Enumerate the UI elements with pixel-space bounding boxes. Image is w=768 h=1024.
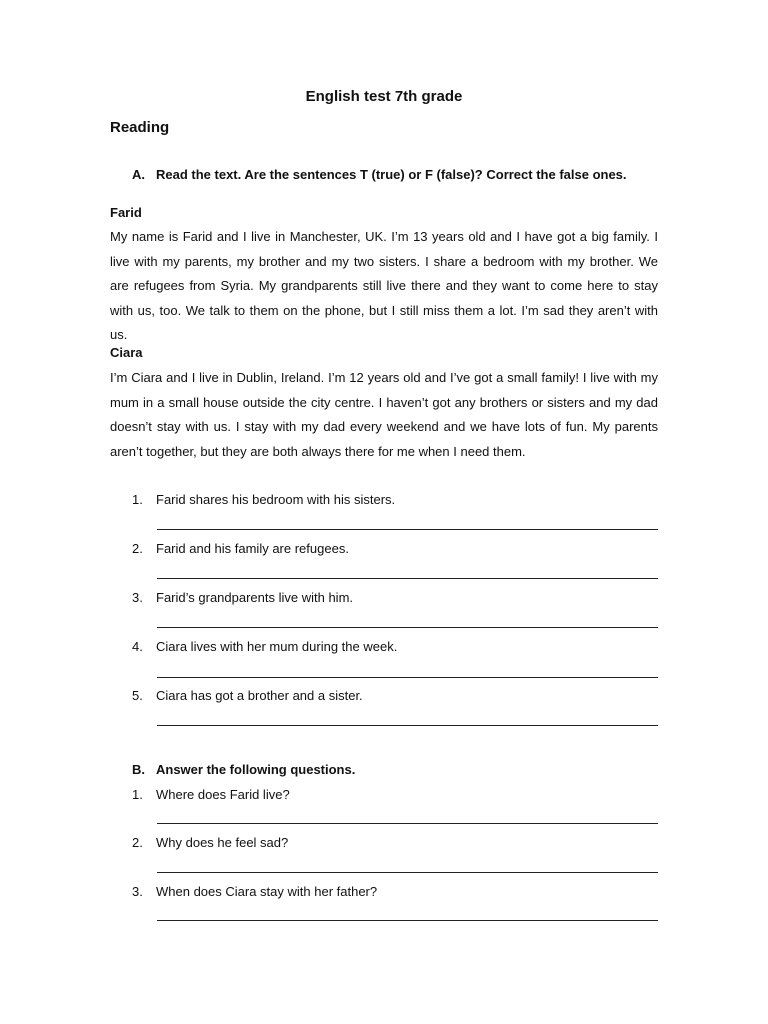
tf-item-text: Farid’s grandparents live with him. <box>156 590 354 605</box>
tf-item-text: Ciara has got a brother and a sister. <box>156 688 363 703</box>
section-heading: Reading <box>110 119 170 136</box>
answer-line[interactable] <box>157 725 658 726</box>
tf-item-number: 1. <box>132 492 143 507</box>
answer-line[interactable] <box>157 529 658 530</box>
tf-item-number: 2. <box>132 541 143 556</box>
answer-line[interactable] <box>157 578 658 579</box>
task-a-heading <box>132 167 627 182</box>
tf-item-text: Farid and his family are refugees. <box>156 541 349 556</box>
text-body-ciara: I’m Ciara and I live in Dublin, Ireland. I’m 12 years old and I’ve got a small family! I live with my mum in a small house outside the city centre. I haven’t got any brothers or sisters and my dad doesn’t stay with us. I stay with my dad every weekend and we have lots of fun. My parents aren’t together, but they are both always there for me when I need them. <box>110 370 658 459</box>
text-body-farid: My name is Farid and I live in Manchester, UK. I’m 13 years old and I have got a big family. I live with my parents, my brother and my two sisters. I share a bedroom with my brother. We are refugees from Syria. My grandparents still live there and they want to come here to stay with us, too. We talk to them on the phone, but I still miss them a lot. I’m sad they aren’t with us. <box>110 229 658 342</box>
text-name-farid: Farid <box>110 205 142 220</box>
question-item <box>132 835 288 850</box>
task-a-label: A. <box>132 167 145 182</box>
page-title: English test 7th grade <box>305 88 463 105</box>
tf-item-text: Ciara lives with her mum during the week. <box>156 639 398 654</box>
tf-item <box>132 688 363 703</box>
task-a-instruction: Read the text. Are the sentences T (true) or F (false)? Correct the false ones. <box>156 167 627 182</box>
answer-line[interactable] <box>157 627 658 628</box>
tf-item-text: Farid shares his bedroom with his sisters. <box>156 492 396 507</box>
question-item <box>132 787 290 802</box>
answer-line[interactable] <box>157 920 658 921</box>
question-number: 1. <box>132 787 143 802</box>
tf-item <box>132 541 349 556</box>
task-b-heading <box>132 762 355 777</box>
question-number: 3. <box>132 884 143 899</box>
tf-item <box>132 492 395 507</box>
answer-line[interactable] <box>157 677 658 678</box>
tf-item <box>132 639 397 654</box>
tf-item <box>132 590 353 605</box>
question-text: When does Ciara stay with her father? <box>156 884 378 899</box>
answer-line[interactable] <box>157 872 658 873</box>
tf-item-number: 5. <box>132 688 143 703</box>
question-text: Where does Farid live? <box>156 787 290 802</box>
tf-item-number: 3. <box>132 590 143 605</box>
answer-line[interactable] <box>157 823 658 824</box>
task-b-label: B. <box>132 762 145 777</box>
text-name-ciara: Ciara <box>110 345 143 360</box>
question-item <box>132 884 377 899</box>
question-text: Why does he feel sad? <box>156 835 289 850</box>
tf-item-number: 4. <box>132 639 143 654</box>
task-b-instruction: Answer the following questions. <box>156 762 356 777</box>
question-number: 2. <box>132 835 143 850</box>
